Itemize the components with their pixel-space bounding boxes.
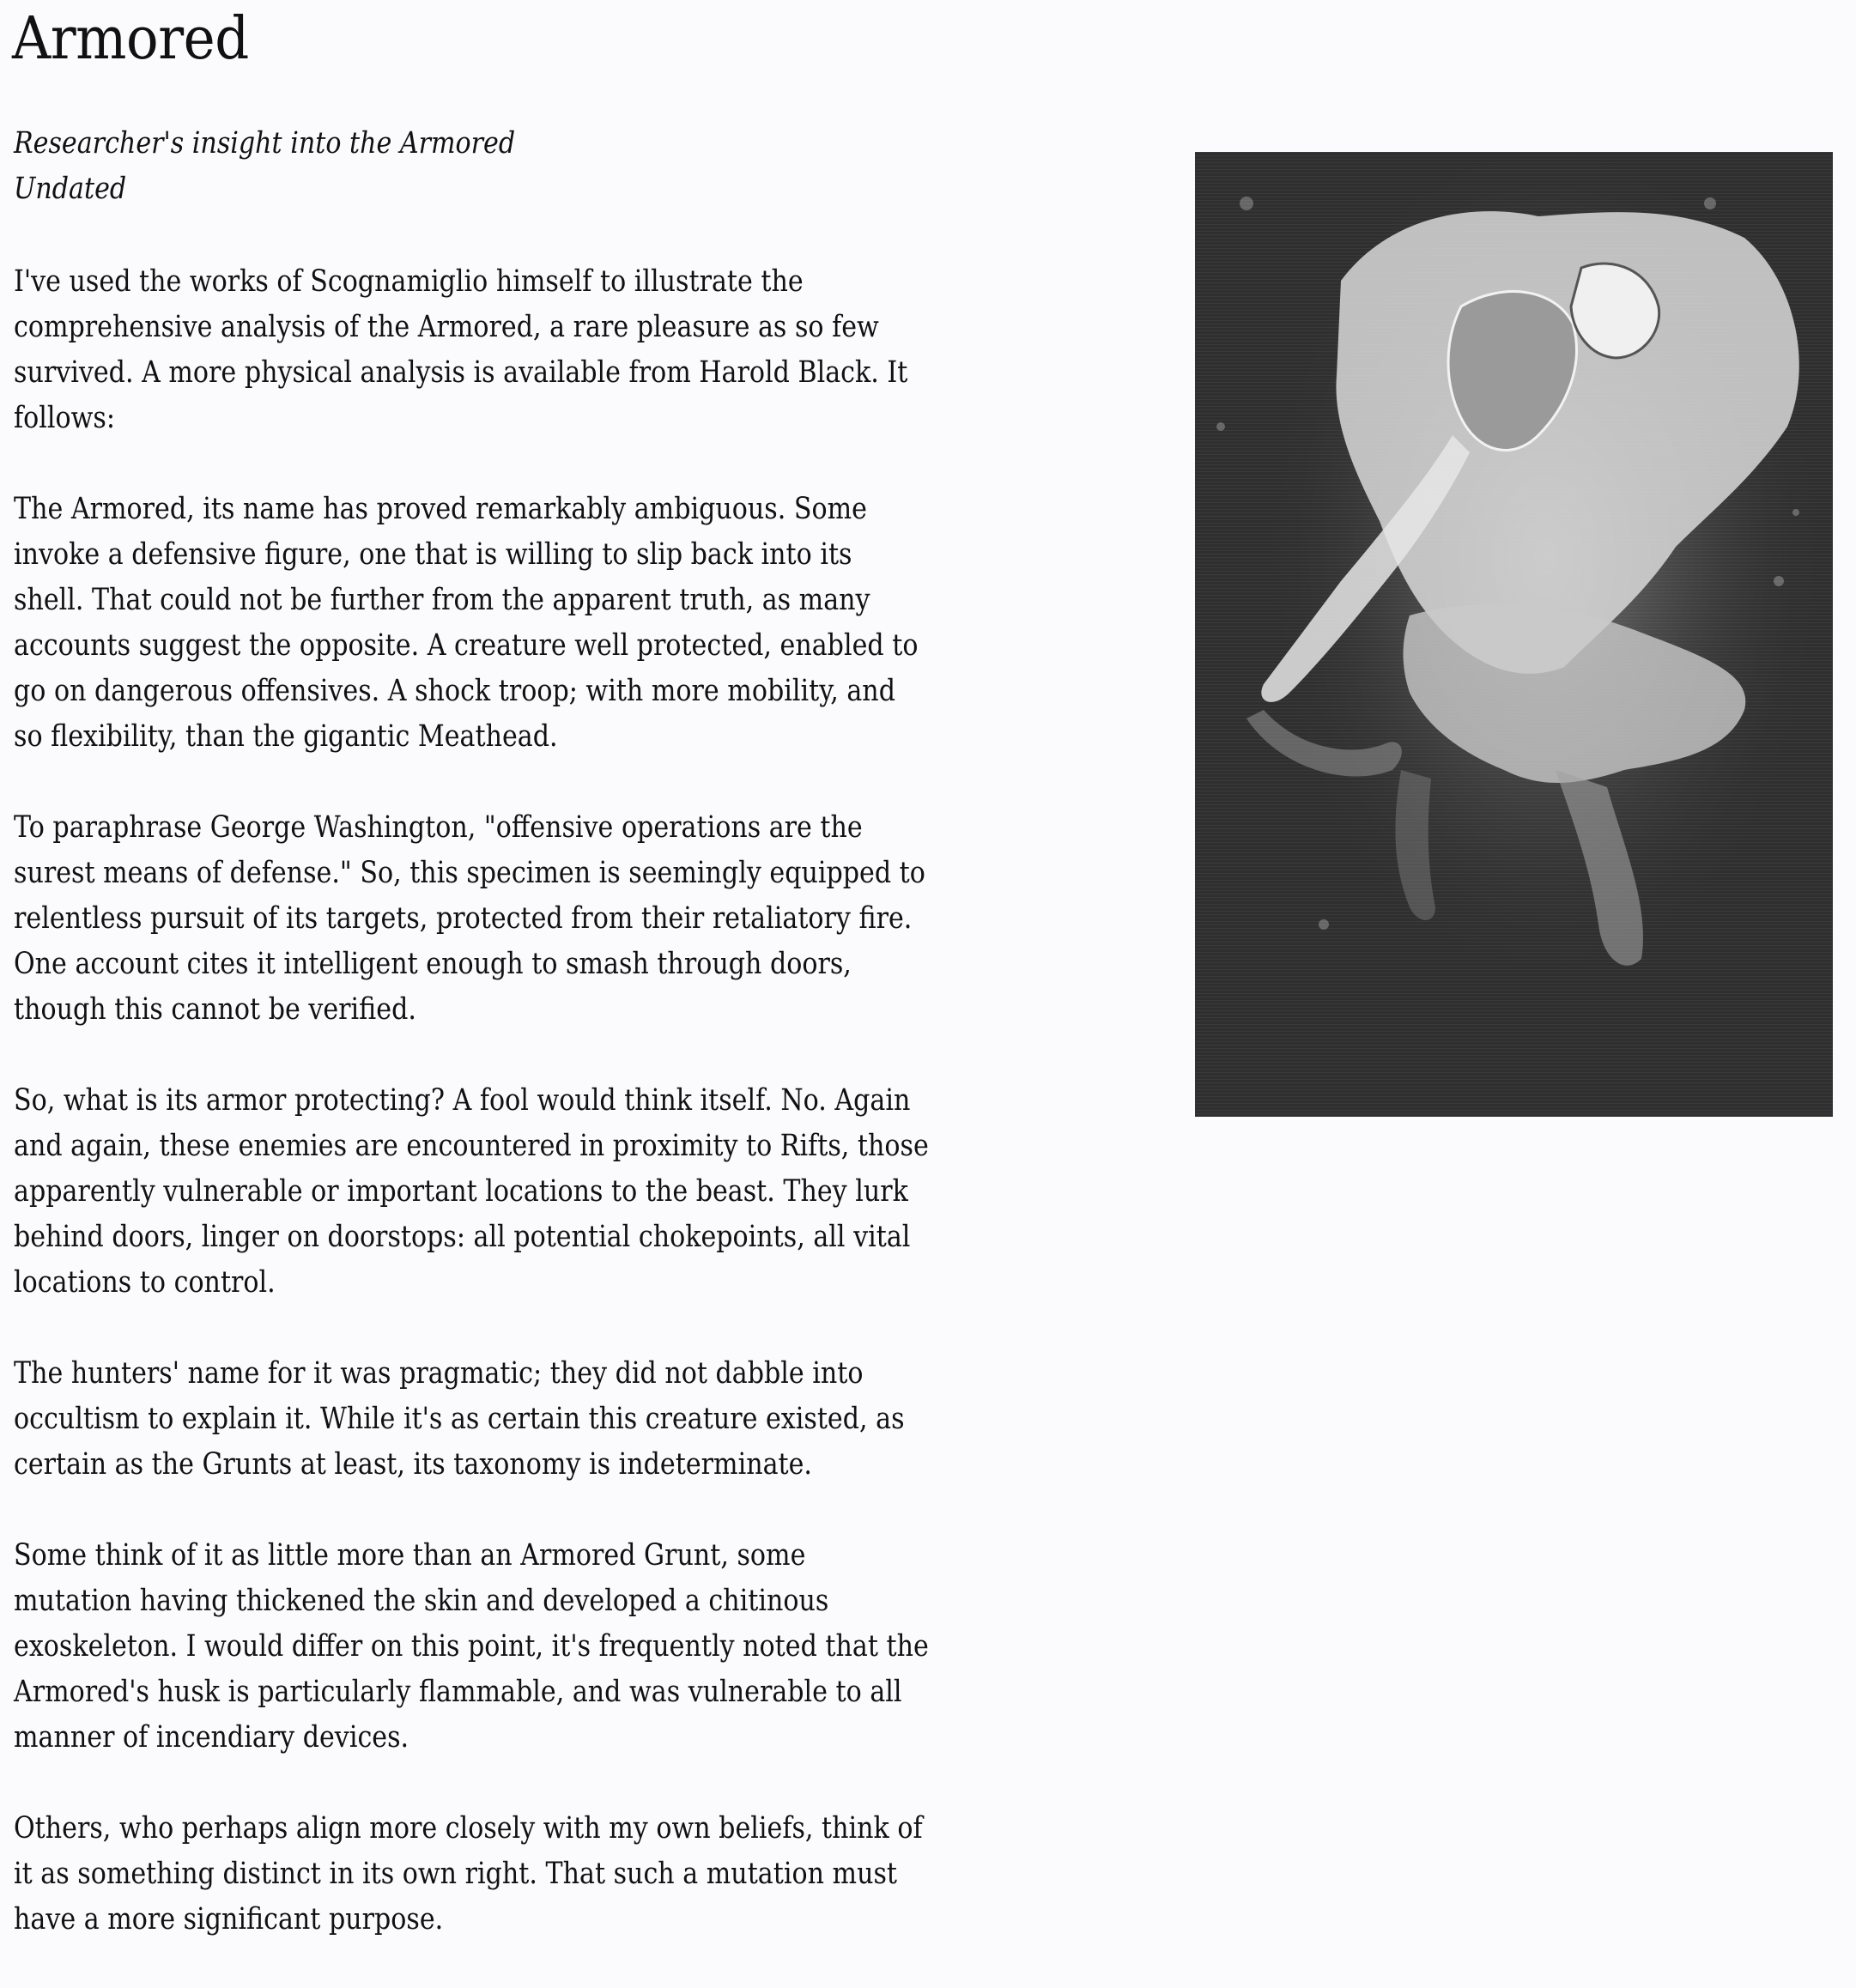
paragraph-line: occultism to explain it. While it's as certain this creature existed, as [14,1402,905,1436]
paragraph-line: apparently vulnerable or important locations to the beast. They lurk [14,1174,908,1209]
article-paragraph [14,1806,1092,1943]
paragraph-line: go on dangerous offensives. A shock troop; with more mobility, and [14,674,895,708]
armored-illustration [1195,152,1833,1117]
paragraph-line: survived. A more physical analysis is available from Harold Black. It [14,355,908,390]
paragraph-line: manner of incendiary devices. [14,1720,409,1755]
article-paragraph [14,487,1092,760]
paragraph-line: To paraphrase George Washington, "offensive operations are the [14,810,863,845]
article-paragraph [14,1078,1092,1306]
page-title: Armored [12,5,249,73]
paragraph-line: Others, who perhaps align more closely with my own beliefs, think of [14,1811,923,1846]
paragraph-line: So, what is its armor protecting? A fool would think itself. No. Again [14,1083,911,1118]
paragraph-line: so flexibility, than the gigantic Meathead. [14,719,558,754]
paragraph-line: certain as the Grunts at least, its taxonomy is indeterminate. [14,1447,813,1482]
paragraph-line: exoskeleton. I would differ on this point, it's frequently noted that the [14,1629,929,1664]
paragraph-line: behind doors, linger on doorstops: all potential chokepoints, all vital [14,1220,911,1254]
article-body [14,259,1092,1988]
paragraph-line: though this cannot be verified. [14,992,416,1027]
paragraph-line: invoke a defensive figure, one that is willing to slip back into its [14,537,852,572]
paragraph-line: surest means of defense." So, this specimen is seemingly equipped to [14,856,925,890]
article-paragraph [14,1533,1092,1761]
article-date: Undated [14,172,127,206]
paragraph-line: it as something distinct in its own right. That such a mutation must [14,1857,898,1891]
paragraph-line: accounts suggest the opposite. A creature well protected, enabled to [14,628,919,663]
paragraph-line: I've used the works of Scognamiglio himself to illustrate the [14,264,804,299]
paragraph-line: locations to control. [14,1265,276,1300]
article-paragraph [14,259,1092,441]
paragraph-line: follows: [14,401,115,435]
paragraph-line: comprehensive analysis of the Armored, a rare pleasure as so few [14,310,879,344]
article-subtitle: Researcher's insight into the Armored [14,126,516,161]
paragraph-line: The Armored, its name has proved remarkably ambiguous. Some [14,492,867,526]
creature-artwork [1195,152,1833,1117]
paragraph-line: One account cites it intelligent enough to smash through doors, [14,947,852,981]
paragraph-line: relentless pursuit of its targets, protected from their retaliatory fire. [14,901,913,936]
article-paragraph [14,805,1092,1033]
article-paragraph [14,1351,1092,1488]
paragraph-line: have a more significant purpose. [14,1902,444,1936]
article-meta [14,121,515,212]
paragraph-line: Armored's husk is particularly flammable, and was vulnerable to all [14,1675,902,1709]
paragraph-line: and again, these enemies are encountered in proximity to Rifts, those [14,1129,929,1163]
paragraph-line: The hunters' name for it was pragmatic; they did not dabble into [14,1356,864,1391]
paragraph-line: mutation having thickened the skin and developed a chitinous [14,1584,829,1618]
paragraph-line: shell. That could not be further from the apparent truth, as many [14,583,870,617]
paragraph-line: Some think of it as little more than an Armored Grunt, some [14,1538,806,1573]
